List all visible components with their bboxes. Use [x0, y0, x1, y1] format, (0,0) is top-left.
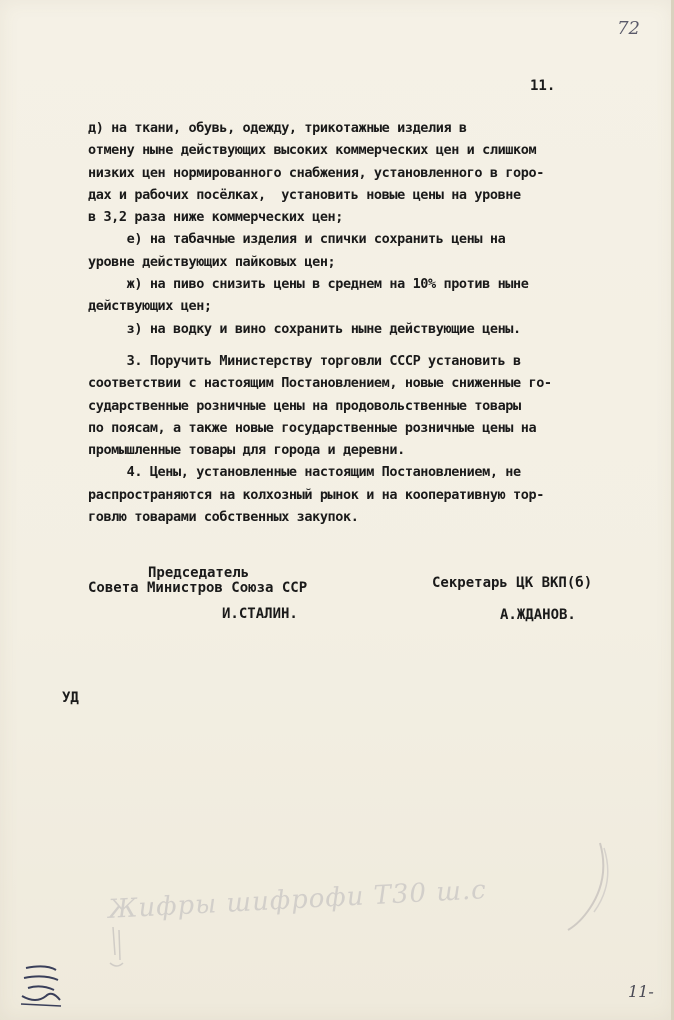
text-line: отмену ныне действующих высоких коммерческих цен и слишком — [88, 142, 537, 159]
text-line: по поясам, а также новые государственные розничные цены на — [88, 419, 537, 436]
signatory-right-name: А.ЖДАНОВ. — [500, 607, 576, 623]
signatory-left-name: И.СТАЛИН. — [222, 606, 298, 622]
text-line: 3. Поручить Министерству торговли СССР установить в — [88, 352, 521, 369]
pencil-small-mark — [105, 925, 127, 970]
text-line: сударственные розничные цены на продовольственные товары — [88, 397, 521, 414]
pencil-scribble-mark — [560, 838, 620, 938]
text-line: уровне действующих пайковых цен; — [88, 253, 336, 270]
paragraph-e — [88, 228, 628, 273]
document-body — [88, 117, 628, 528]
text-line: д) на ткани, обувь, одежду, трикотажные изделия в — [88, 120, 467, 136]
text-line: е) на табачные изделия и спички сохранить цены на — [88, 231, 506, 248]
text-line: дах и рабочих посёлках, установить новые цены на уровне — [88, 186, 521, 203]
signatory-left-title: Председатель — [148, 565, 250, 581]
footer-code: УД — [62, 690, 79, 706]
text-line: распространяются на колхозный рынок и на кооперативную тор- — [88, 486, 544, 503]
paragraph-4 — [88, 461, 628, 528]
text-line: 4. Цены, установленные настоящим Постановлением, не — [88, 464, 521, 481]
paragraph-gap — [88, 340, 628, 350]
text-line: промышленные товары для города и деревни. — [88, 442, 405, 459]
ink-initials-mark — [16, 960, 66, 1010]
page-number: 11. — [530, 78, 556, 94]
text-line: соответствии с настоящим Постановлением, новые сниженные го- — [88, 375, 552, 392]
paragraph-zh — [88, 273, 628, 318]
text-line: ж) на пиво снизить цены в среднем на 10% против ныне — [88, 276, 529, 293]
archive-folio-number: 72 — [617, 18, 640, 39]
paragraph-d — [88, 117, 628, 228]
paragraph-3 — [88, 350, 628, 461]
text-line: говлю товарами собственных закупок. — [88, 509, 359, 526]
paragraph-z — [88, 318, 628, 340]
signatory-right-title: Секретарь ЦК ВКП(б) — [432, 575, 593, 591]
text-line: в 3,2 раза ниже коммерческих цен; — [88, 209, 344, 226]
text-line: действующих цен; — [88, 298, 212, 315]
corner-handwritten-note: 11- — [628, 982, 654, 1001]
pencil-annotation: Жифры шифрофи Т30 ш.с — [107, 875, 488, 925]
text-line: низких цен нормированного снабжения, установленного в горо- — [88, 164, 544, 181]
signatory-left-organization: Совета Министров Союза ССР — [88, 580, 308, 596]
text-line: з) на водку и вино сохранить ныне действующие цены. — [88, 320, 521, 337]
